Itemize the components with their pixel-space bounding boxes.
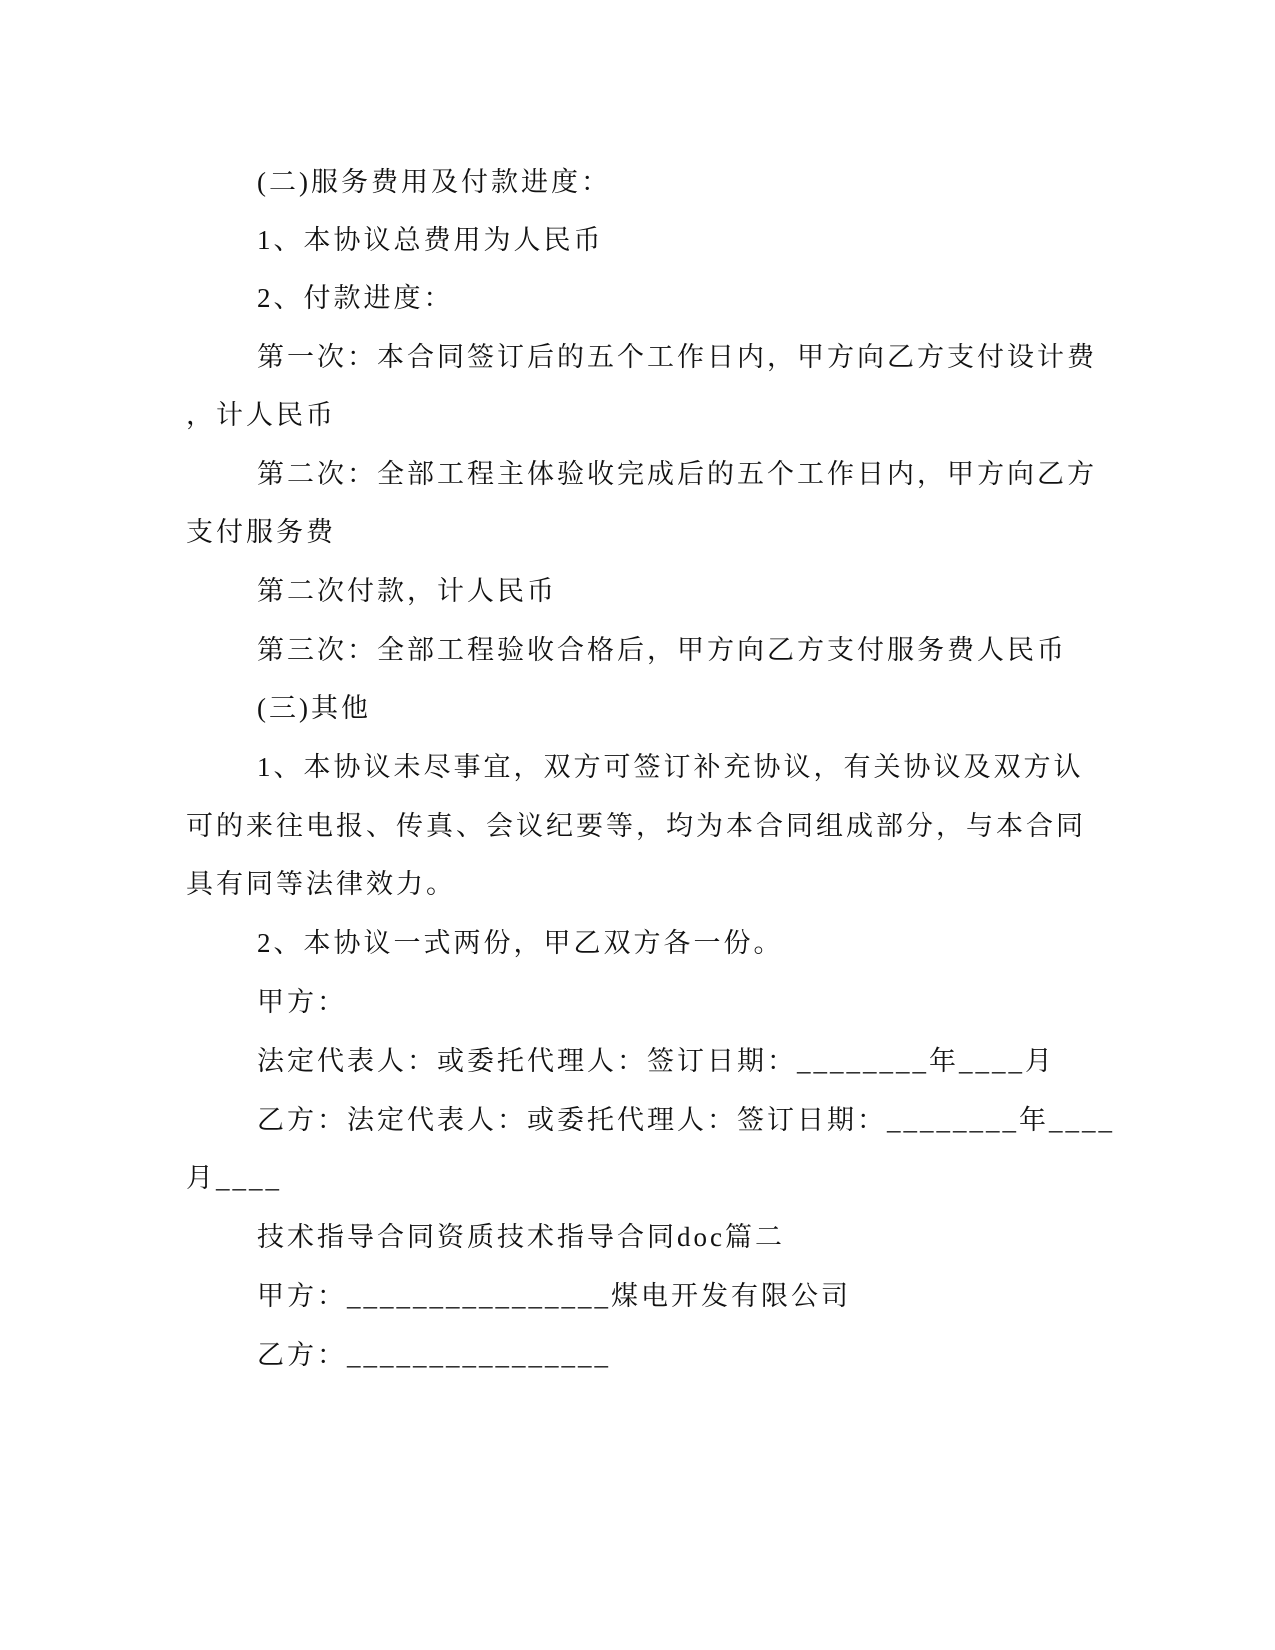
paragraph-total-fee: 1、本协议总费用为人民币 (257, 225, 604, 255)
party-a-signature-line: 法定代表人：或委托代理人：签订日期：________年____月 (257, 1046, 1055, 1076)
party-b-signature-line-cont: 月____ (186, 1163, 282, 1193)
paragraph-supplement-cont-2: 具有同等法律效力。 (186, 869, 456, 899)
party-b-blank: 乙方：________________ (257, 1340, 611, 1370)
party-a-company: 甲方：________________煤电开发有限公司 (257, 1281, 851, 1311)
section-heading-other: (三)其他 (257, 693, 371, 723)
paragraph-second-payment-amount: 第二次付款，计人民币 (257, 576, 557, 606)
paragraph-second-payment: 第二次：全部工程主体验收完成后的五个工作日内，甲方向乙方 (257, 459, 1097, 489)
paragraph-supplement: 1、本协议未尽事宜，双方可签订补充协议，有关协议及双方认 (257, 752, 1084, 782)
paragraph-third-payment: 第三次：全部工程验收合格后，甲方向乙方支付服务费人民币 (257, 635, 1067, 665)
party-b-signature-line: 乙方：法定代表人：或委托代理人：签订日期：________年____ (257, 1105, 1115, 1135)
party-a-label: 甲方： (257, 987, 347, 1017)
paragraph-second-payment-cont: 支付服务费 (186, 517, 336, 547)
paragraph-copies: 2、本协议一式两份，甲乙双方各一份。 (257, 928, 784, 958)
section-heading-fees: (二)服务费用及付款进度： (257, 167, 611, 197)
paragraph-payment-schedule: 2、付款进度： (257, 283, 454, 313)
paragraph-first-payment: 第一次：本合同签订后的五个工作日内，甲方向乙方支付设计费 (257, 342, 1097, 372)
paragraph-first-payment-cont: ，计人民币 (186, 400, 336, 430)
paragraph-supplement-cont-1: 可的来往电报、传真、会议纪要等，均为本合同组成部分，与本合同 (186, 811, 1086, 841)
section-title-part-two: 技术指导合同资质技术指导合同doc篇二 (257, 1222, 785, 1252)
